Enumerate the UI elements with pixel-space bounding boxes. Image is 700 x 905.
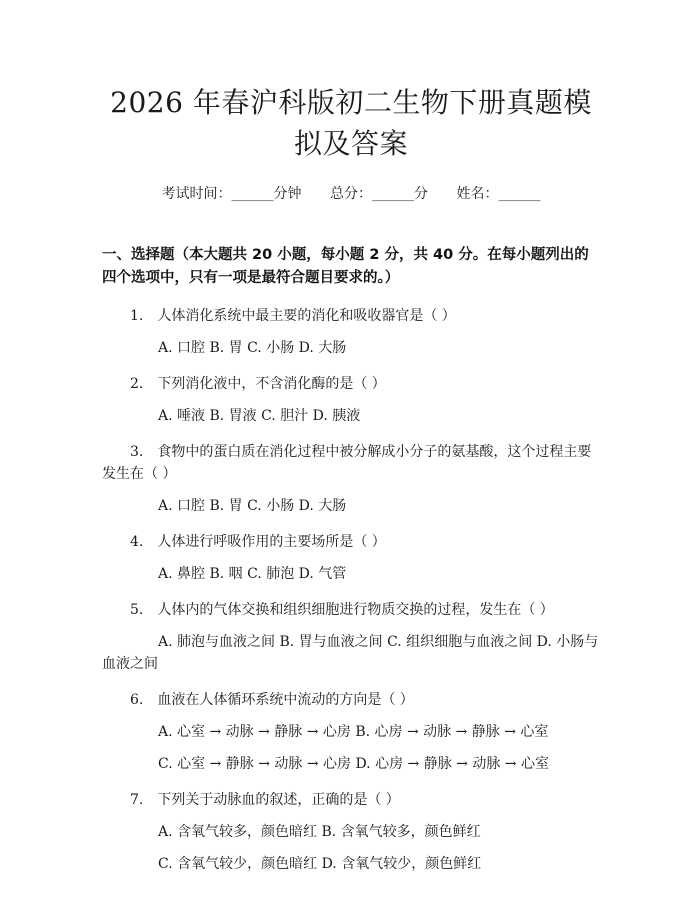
student-name: 姓名：______ xyxy=(456,186,541,202)
question-options: A. 鼻腔 B. 咽 C. 肺泡 D. 气管 xyxy=(158,566,347,582)
section-heading: 一、选择题（本大题共 20 小题，每小题 2 分，共 40 分。在每小题列出的四个选项中，只有一项是最符合题目要求的。） xyxy=(102,247,589,286)
question-2 xyxy=(102,373,600,427)
question-options: A. 唾液 B. 胃液 C. 胆汁 D. 胰液 xyxy=(158,408,361,424)
question-stem: 6. 血液在人体循环系统中流动的方向是（ ） xyxy=(130,692,414,708)
exam-time: 考试时间：______分钟 xyxy=(161,186,302,202)
question-options: A. 肺泡与血液之间 B. 胃与血液之间 C. 组织细胞与血液之间 D. 小肠与血液之间 xyxy=(102,634,599,672)
question-options: A. 含氧气较多，颜色暗红 B. 含氧气较多，颜色鲜红 xyxy=(158,824,481,840)
question-1 xyxy=(102,305,600,359)
question-5 xyxy=(102,599,600,675)
question-stem: 2. 下列消化液中，不含消化酶的是（ ） xyxy=(130,376,386,392)
question-6 xyxy=(102,689,600,775)
question-7 xyxy=(102,789,600,875)
question-3 xyxy=(102,441,600,517)
question-options: C. 含氧气较少，颜色暗红 D. 含氧气较少，颜色鲜红 xyxy=(158,856,482,872)
question-options: A. 心室 → 动脉 → 静脉 → 心房 B. 心房 → 动脉 → 静脉 → 心室 xyxy=(158,724,549,740)
exam-info xyxy=(102,184,600,204)
question-stem: 7. 下列关于动脉血的叙述，正确的是（ ） xyxy=(130,792,400,808)
question-stem: 1. 人体消化系统中最主要的消化和吸收器官是（ ） xyxy=(130,308,456,324)
total-score: 总分：______分 xyxy=(330,186,428,202)
question-4 xyxy=(102,531,600,585)
question-options: A. 口腔 B. 胃 C. 小肠 D. 大肠 xyxy=(158,498,347,514)
question-stem: 5. 人体内的气体交换和组织细胞进行物质交换的过程，发生在（ ） xyxy=(130,602,554,618)
question-options: C. 心室 → 静脉 → 动脉 → 心房 D. 心房 → 静脉 → 动脉 → 心室 xyxy=(158,756,549,772)
question-stem: 3. 食物中的蛋白质在消化过程中被分解成小分子的氨基酸，这个过程主要发生在（ ） xyxy=(102,444,592,482)
question-options: A. 口腔 B. 胃 C. 小肠 D. 大肠 xyxy=(158,340,347,356)
page-title: 2026 年春沪科版初二生物下册真题模拟及答案 xyxy=(110,86,592,160)
question-stem: 4. 人体进行呼吸作用的主要场所是（ ） xyxy=(130,534,386,550)
